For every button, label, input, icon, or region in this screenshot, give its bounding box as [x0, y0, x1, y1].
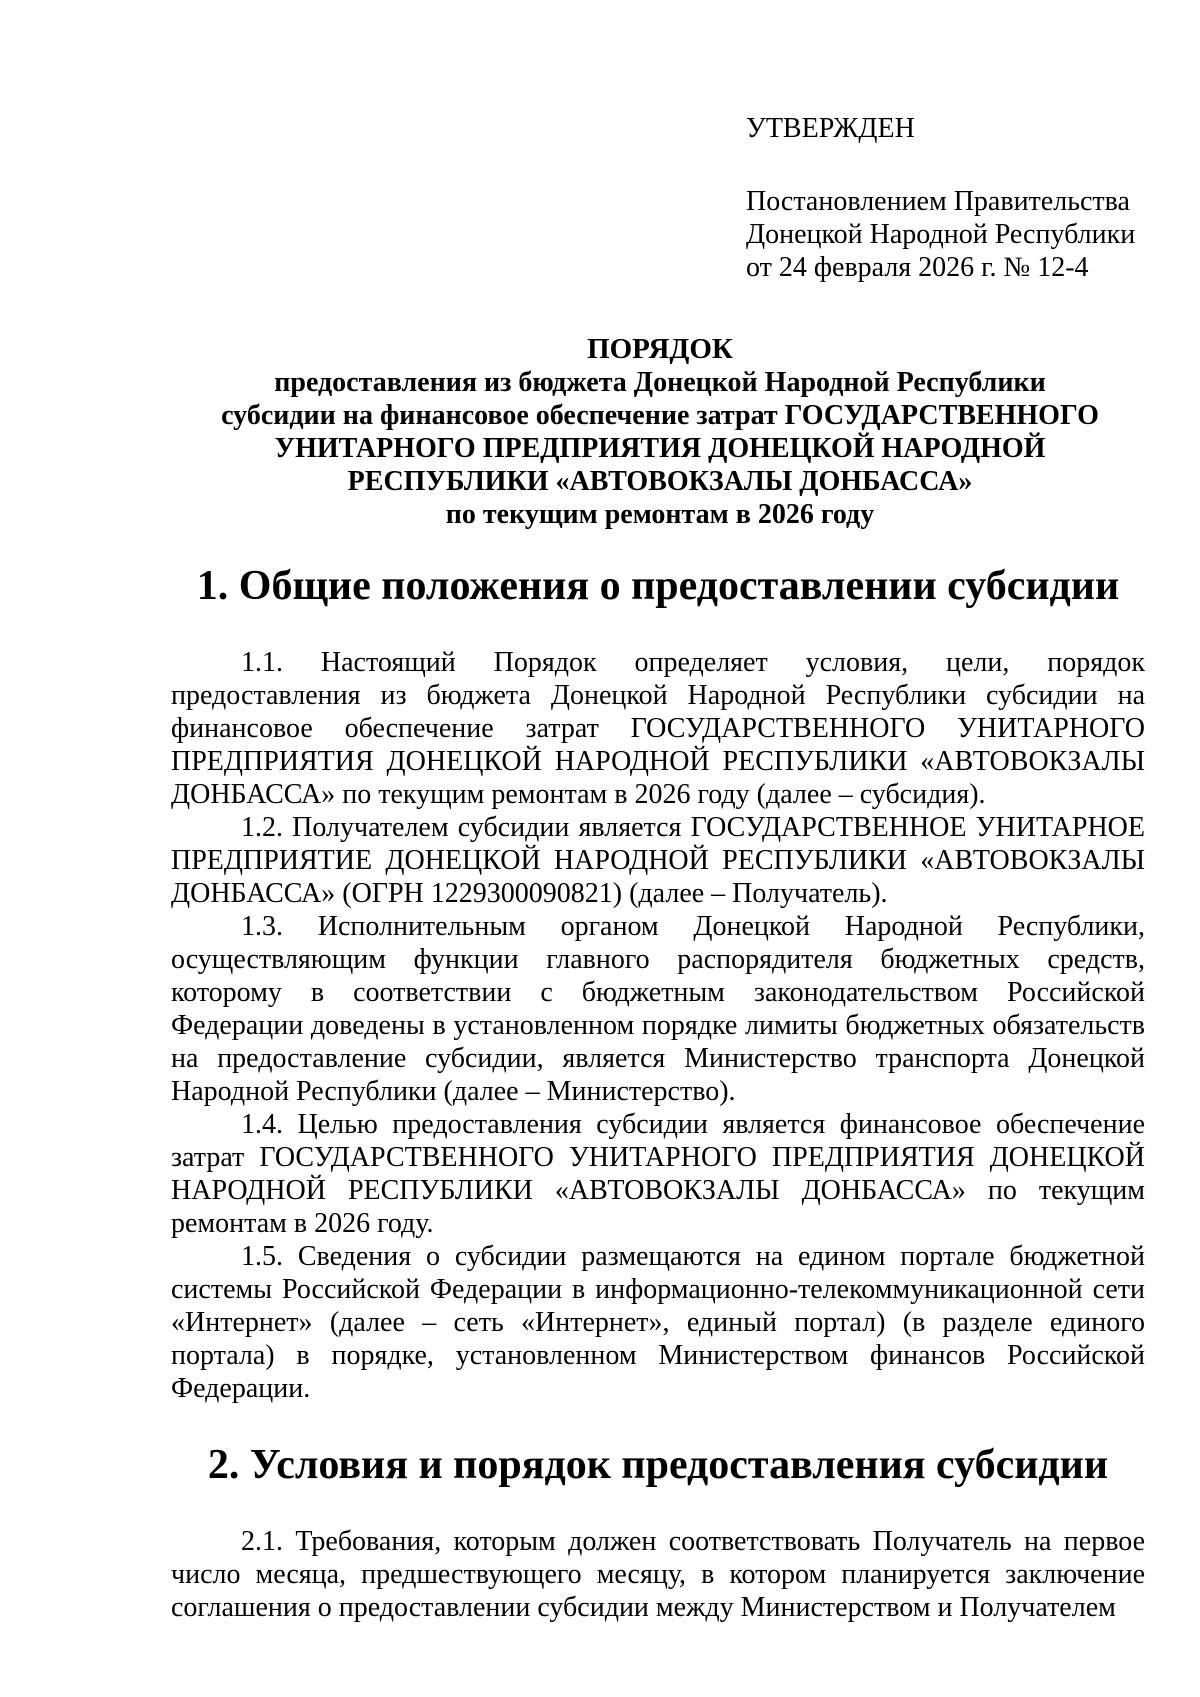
- section-heading: 1. Общие положения о предоставлении субсидии: [196, 563, 1120, 609]
- approval-block: [746, 112, 1166, 284]
- section-heading: 2. Условия и порядок предоставления субсидии: [207, 1442, 1109, 1488]
- paragraph: 1.5. Сведения о субсидии размещаются на едином портале бюджетной системы Российской Федерации в информационно-телекоммуникационной сети «Интернет» (далее – сеть «Интернет», единый портал) (в разделе единого портала) в порядке, установленном Министерством финансов Российской Федерации.: [171, 1241, 1145, 1404]
- paragraph: 1.4. Целью предоставления субсидии является финансовое обеспечение затрат ГОСУДАРСТВЕННОГО УНИТАРНОГО ПРЕДПРИЯТИЯ ДОНЕЦКОЙ НАРОДНОЙ РЕСПУБЛИКИ «АВТОВОКЗАЛЫ ДОНБАССА» по текущим ремонтам в 2026 году.: [171, 1109, 1145, 1239]
- title-line: предоставления из бюджета Донецкой Народной Республики: [274, 367, 1046, 398]
- paragraph: 2.1. Требования, которым должен соответствовать Получатель на первое число месяца, предшествующего месяцу, в котором планируется заключение соглашения о предоставлении субсидии между Министерством и Получателем: [171, 1526, 1145, 1623]
- paragraph: 1.2. Получателем субсидии является ГОСУДАРСТВЕННОЕ УНИТАРНОЕ ПРЕДПРИЯТИЕ ДОНЕЦКОЙ НАРОДНОЙ РЕСПУБЛИКИ «АВТОВОКЗАЛЫ ДОНБАССА» (ОГРН 1229300090821) (далее – Получатель).: [171, 812, 1145, 909]
- approval-line: Донецкой Народной Республики: [746, 219, 1136, 250]
- title-line: субсидии на финансовое обеспечение затрат ГОСУДАРСТВЕННОГО: [221, 400, 1099, 431]
- document-body: [171, 563, 1145, 1624]
- approval-line: Постановлением Правительства: [746, 186, 1130, 217]
- title-line: РЕСПУБЛИКИ «АВТОВОКЗАЛЫ ДОНБАССА»: [347, 466, 973, 497]
- approval-line: от 24 февраля 2026 г. № 12-4: [746, 252, 1089, 283]
- title-main: ПОРЯДОК: [587, 333, 733, 365]
- approval-stamp: УТВЕРЖДЕН: [746, 113, 915, 144]
- document-title: [150, 333, 1170, 531]
- paragraph: 1.1. Настоящий Порядок определяет условия, цели, порядок предоставления из бюджета Донецкой Народной Республики субсидии на финансовое обеспечение затрат ГОСУДАРСТВЕННОГО УНИТАРНОГО ПРЕДПРИЯТИЯ ДОНЕЦКОЙ НАРОДНОЙ РЕСПУБЛИКИ «АВТОВОКЗАЛЫ ДОНБАССА» по текущим ремонтам в 2026 году (далее – субсидия).: [171, 647, 1145, 810]
- title-line: по текущим ремонтам в 2026 году: [445, 499, 875, 530]
- title-line: УНИТАРНОГО ПРЕДПРИЯТИЯ ДОНЕЦКОЙ НАРОДНОЙ: [274, 433, 1046, 464]
- paragraph: 1.3. Исполнительным органом Донецкой Народной Республики, осуществляющим функции главного распорядителя бюджетных средств, которому в соответствии с бюджетным законодательством Российской Федерации доведены в установленном порядке лимиты бюджетных обязательств на предоставление субсидии, является Министерство транспорта Донецкой Народной Республики (далее – Министерство).: [171, 911, 1145, 1107]
